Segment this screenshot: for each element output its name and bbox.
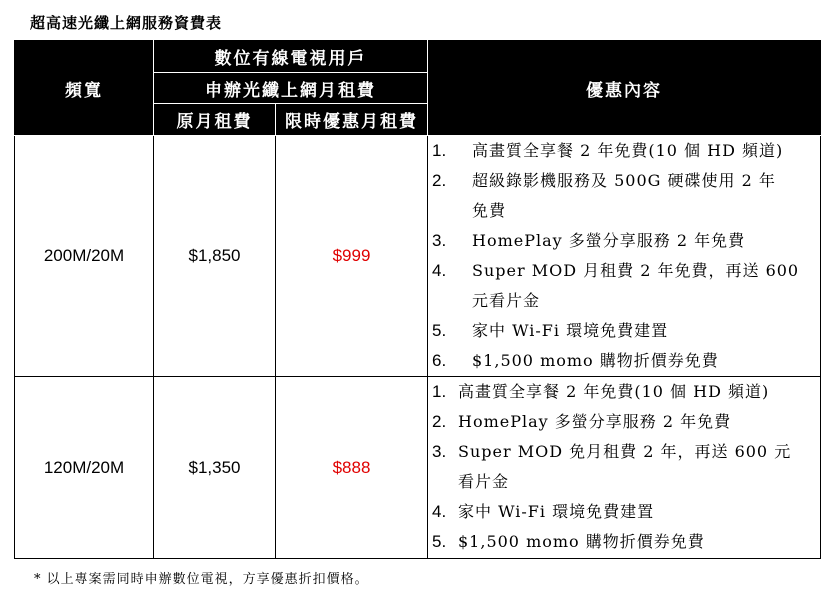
offer-cell bbox=[428, 136, 821, 377]
header-group-line2: 申辦光纖上網月租費 bbox=[154, 73, 428, 104]
list-item: 6. $1,500 momo 購物折價券免費 bbox=[432, 351, 719, 370]
promo-price-cell: $888 bbox=[276, 377, 428, 559]
original-price-cell: $1,850 bbox=[154, 136, 276, 377]
bandwidth-cell: 200M/20M bbox=[15, 136, 154, 377]
list-item: 1. 高畫質全享餐 2 年免費(10 個 HD 頻道) bbox=[432, 141, 784, 160]
header-promo-price: 限時優惠月租費 bbox=[276, 104, 428, 136]
header-bandwidth: 頻寬 bbox=[15, 41, 154, 136]
original-price-cell: $1,350 bbox=[154, 377, 276, 559]
list-item: 4. Super MOD 月租費 2 年免費，再送 600 元看片金 bbox=[432, 261, 800, 310]
list-item: 2. HomePlay 多螢分享服務 2 年免費 bbox=[432, 412, 732, 431]
bandwidth-cell: 120M/20M bbox=[15, 377, 154, 559]
list-item: 3. Super MOD 免月租費 2 年，再送 600 元 看片金 bbox=[432, 442, 792, 491]
list-item: 4. 家中 Wi-Fi 環境免費建置 bbox=[432, 502, 655, 521]
table-row bbox=[15, 136, 821, 377]
list-item: 3. HomePlay 多螢分享服務 2 年免費 bbox=[432, 231, 746, 250]
offer-cell bbox=[428, 377, 821, 559]
header-original: 原月租費 bbox=[154, 104, 276, 136]
footnote: * 以上專案需同時申辦數位電視，方享優惠折扣價格。 bbox=[34, 572, 369, 587]
list-item: 5. 家中 Wi-Fi 環境免費建置 bbox=[432, 321, 669, 340]
promo-price-cell: $999 bbox=[276, 136, 428, 377]
list-item: 5. $1,500 momo 購物折價券免費 bbox=[432, 532, 705, 551]
table-row bbox=[15, 377, 821, 559]
page-title: 超高速光纖上網服務資費表 bbox=[30, 14, 223, 32]
list-item: 2. 超級錄影機服務及 500G 硬碟使用 2 年 免費 bbox=[432, 171, 776, 220]
rate-table bbox=[14, 40, 821, 559]
header-group-line1: 數位有線電視用戶 bbox=[154, 41, 428, 73]
list-item: 1. 高畫質全享餐 2 年免費(10 個 HD 頻道) bbox=[432, 382, 770, 401]
header-offer: 優惠內容 bbox=[428, 41, 821, 136]
